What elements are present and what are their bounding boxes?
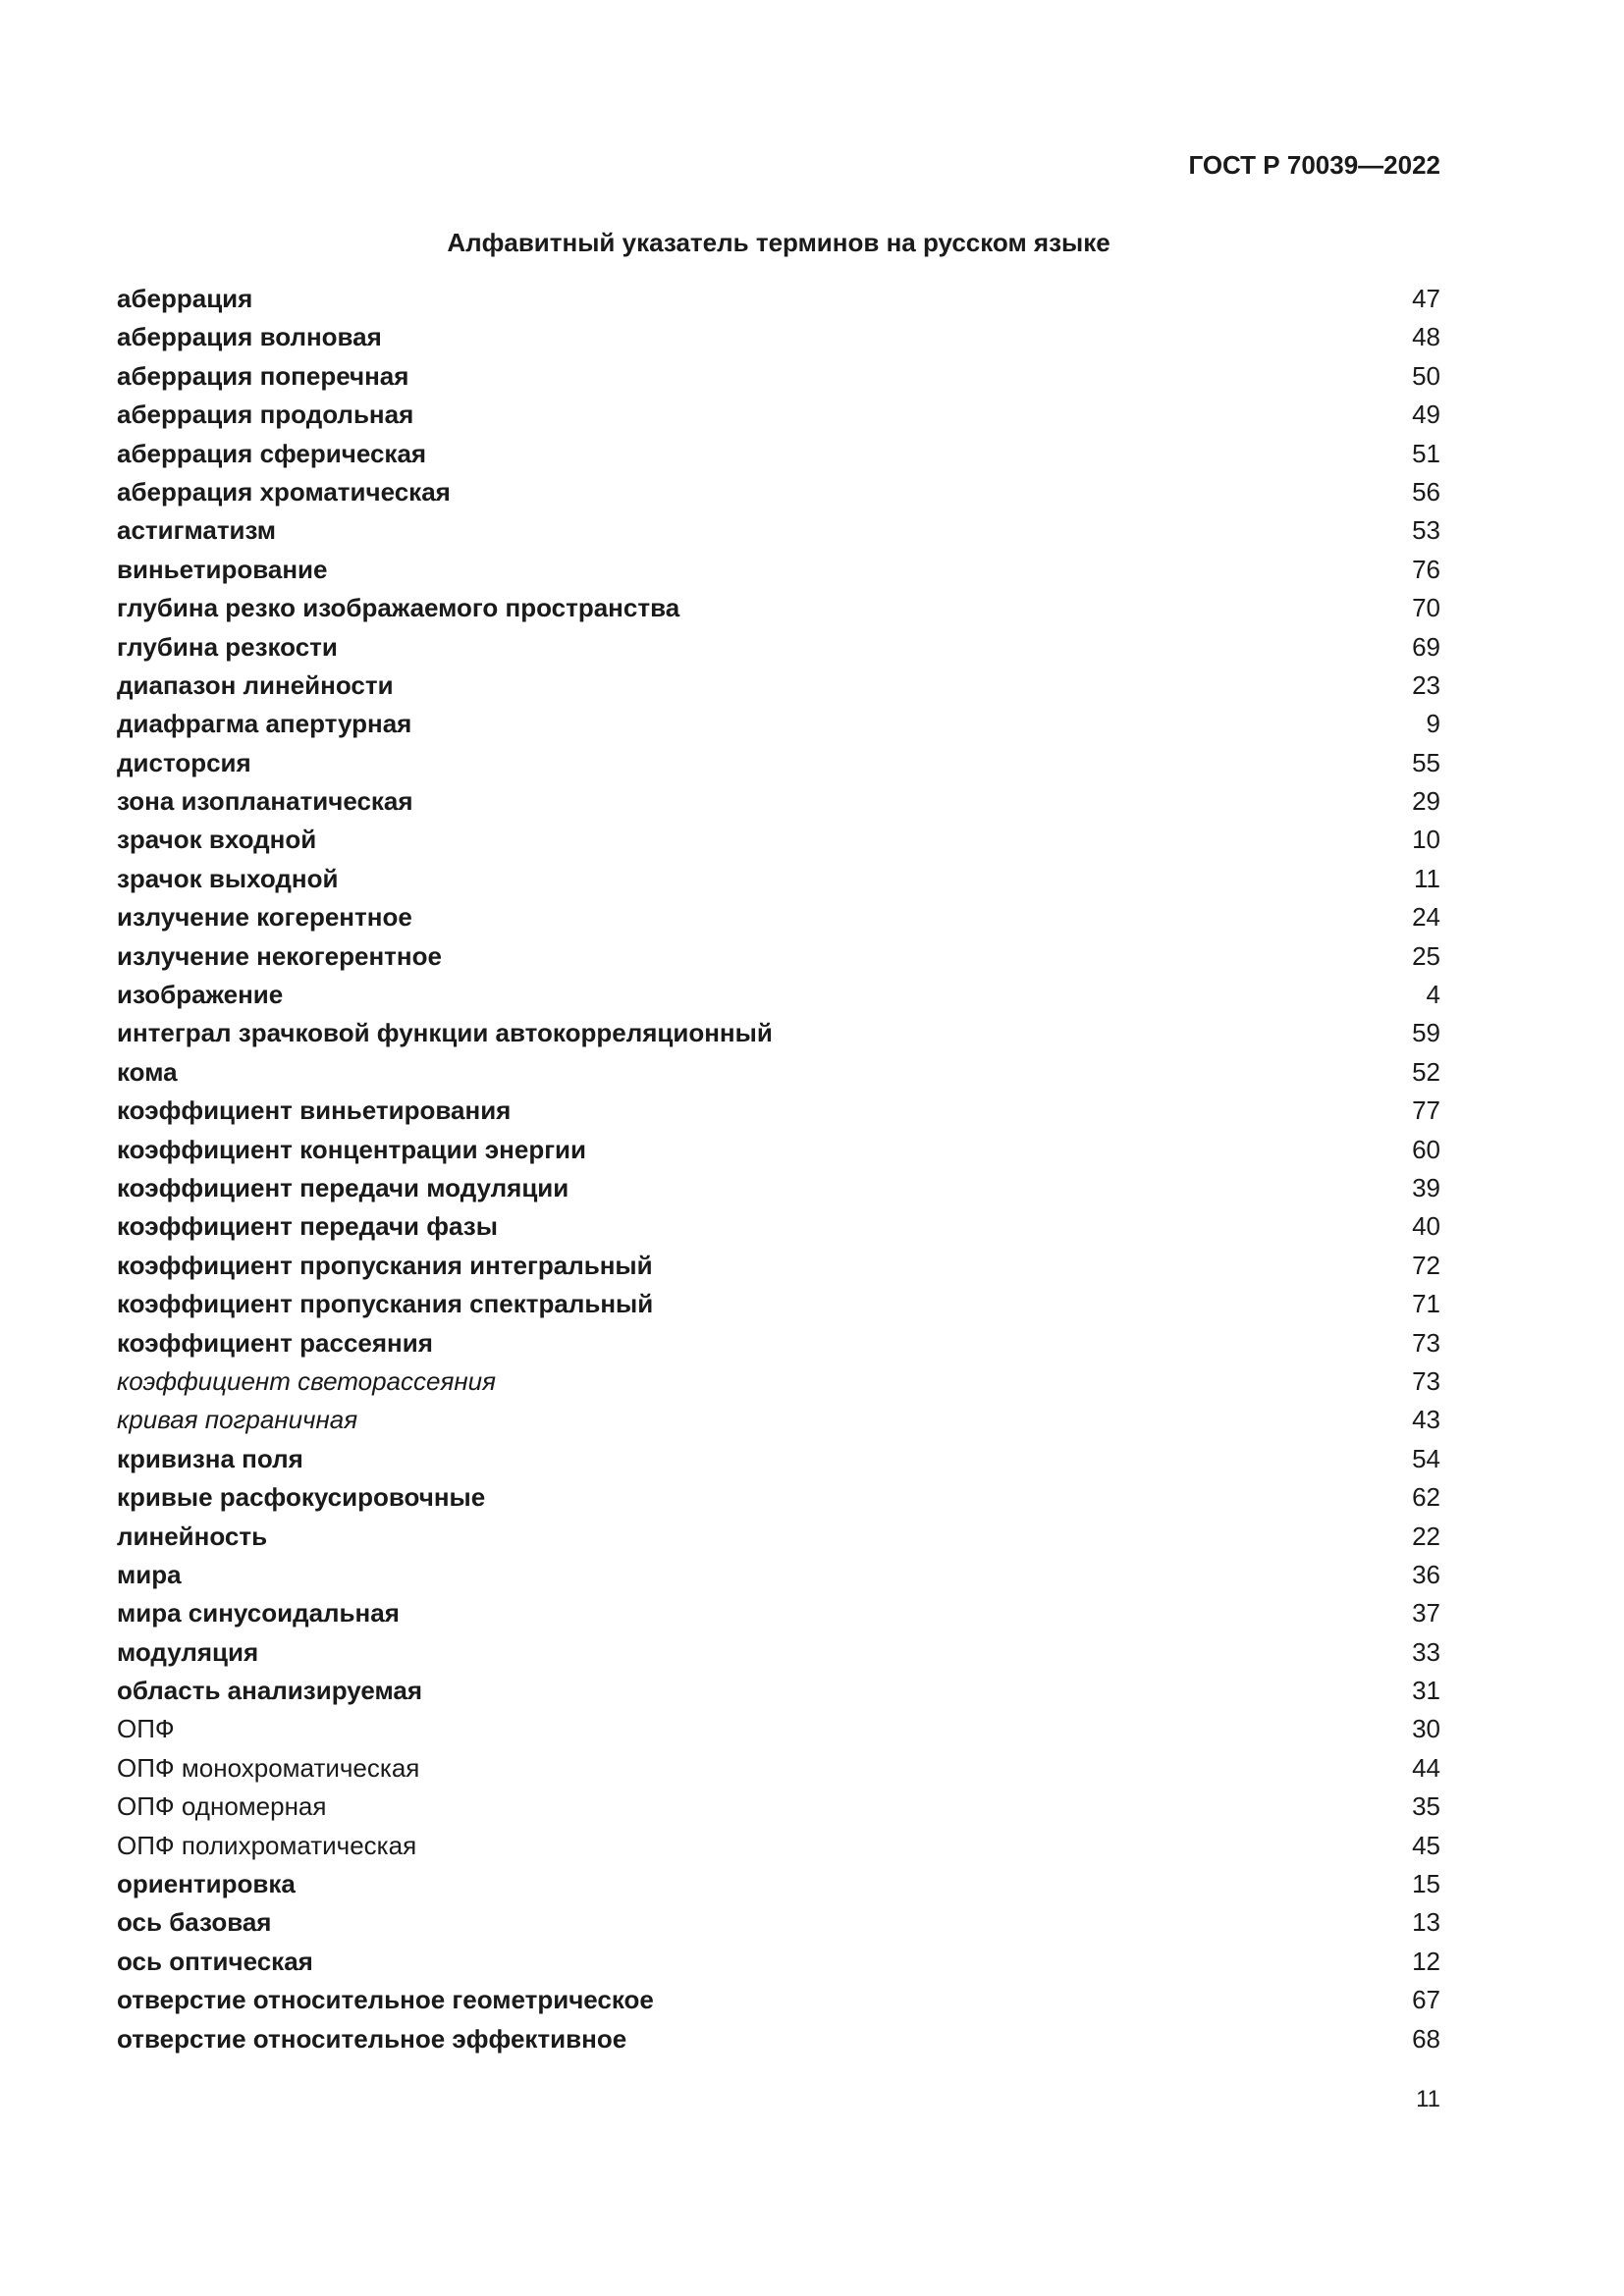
index-page-ref: 55 [1412,747,1440,777]
index-entry [117,1594,1440,1632]
index-page-ref: 47 [1412,284,1440,313]
index-entry [117,860,1440,898]
index-page-ref: 40 [1412,1211,1440,1242]
index-entry [117,782,1440,821]
index-page-ref: 4 [1426,980,1440,1010]
index-term: аберрация волновая [117,322,382,352]
index-term: кривая пограничная [117,1405,358,1435]
index-page-ref: 33 [1412,1636,1440,1667]
index-entry [117,551,1440,589]
index-page-ref: 70 [1412,593,1440,623]
index-page-ref: 52 [1412,1056,1440,1087]
index-entry [117,280,1440,318]
index-page-ref: 73 [1412,1327,1440,1358]
index-entry [117,1053,1440,1092]
index-page-ref: 11 [1414,863,1440,893]
index-page-ref: 50 [1412,360,1440,391]
index-page-ref: 36 [1412,1559,1440,1589]
index-page-ref: 68 [1412,2023,1440,2054]
index-page-ref: 60 [1412,1134,1440,1164]
index-entry [117,1478,1440,1517]
index-term: ось базовая [117,1907,272,1938]
document-code: ГОСТ Р 70039—2022 [1188,150,1440,180]
index-entry [117,357,1440,396]
index-term: аберрация продольная [117,400,414,430]
index-entry [117,1903,1440,1942]
index-term: модуляция [117,1636,259,1667]
index-entry [117,318,1440,356]
index-page-ref: 35 [1412,1791,1440,1822]
index-term: коэффициент передачи фазы [117,1211,498,1242]
index-term: аберрация поперечная [117,360,409,391]
index-page-ref: 56 [1412,476,1440,507]
index-term: кривизна поля [117,1443,303,1473]
index-term: дисторсия [117,747,251,777]
index-entry [117,473,1440,511]
index-entry [117,705,1440,743]
index-page-ref: 59 [1412,1018,1440,1048]
index-entry [117,1633,1440,1672]
index-page-ref: 48 [1412,322,1440,352]
index-entry [117,821,1440,859]
index-page-ref: 77 [1412,1095,1440,1126]
index-page-ref: 25 [1412,940,1440,971]
index-term: область анализируемая [117,1676,422,1706]
index-entry [117,1247,1440,1285]
index-entry [117,1749,1440,1788]
index-title: Алфавитный указатель терминов на русском языке [447,228,1110,257]
index-entry [117,1401,1440,1439]
index-entry [117,1169,1440,1207]
index-term: кривые расфокусировочные [117,1482,486,1513]
index-entry [117,2020,1440,2058]
index-entry [117,937,1440,976]
index-entry [117,976,1440,1014]
index-term: излучение некогерентное [117,940,442,971]
index-term: мира синусоидальная [117,1598,400,1629]
index-term: глубина резко изображаемого пространства [117,593,680,623]
index-page-ref: 54 [1412,1443,1440,1473]
index-page-ref: 24 [1412,902,1440,933]
index-term: диапазон линейности [117,669,394,700]
index-page-ref: 23 [1412,669,1440,700]
index-entry [117,1131,1440,1169]
index-term: интеграл зрачковой функции автокорреляционный [117,1018,773,1048]
index-term: коэффициент виньетирования [117,1095,512,1126]
index-page-ref: 30 [1412,1714,1440,1744]
index-term: аберрация сферическая [117,438,427,468]
index-entry [117,1285,1440,1323]
index-term: излучение когерентное [117,902,412,933]
index-entry [117,1092,1440,1130]
index-entry [117,1865,1440,1903]
index-term: мира [117,1559,182,1589]
index-page-ref: 62 [1412,1482,1440,1513]
index-term: аберрация хроматическая [117,476,451,507]
index-page-ref: 73 [1412,1365,1440,1396]
index-term: коэффициент передачи модуляции [117,1172,569,1202]
index-term: коэффициент рассеяния [117,1327,433,1358]
index-page-ref: 71 [1412,1289,1440,1319]
index-term: ОПФ полихроматическая [117,1830,417,1860]
index-entry [117,1981,1440,2019]
index-entry [117,1710,1440,1748]
index-entry [117,1556,1440,1594]
index-page-ref: 15 [1412,1869,1440,1899]
index-page-ref: 53 [1412,515,1440,546]
index-term: ОПФ одномерная [117,1791,327,1822]
index-term: зрачок выходной [117,863,339,893]
index-entry [117,435,1440,473]
index-entry [117,589,1440,627]
index-entry [117,1207,1440,1246]
index-term: отверстие относительное эффективное [117,2023,627,2054]
index-entry [117,1827,1440,1865]
index-term: ориентировка [117,1869,296,1899]
index-term: глубина резкости [117,631,338,662]
index-entry [117,1014,1440,1052]
term-index-list [117,280,1440,2058]
index-page-ref: 45 [1412,1830,1440,1860]
index-term: зрачок входной [117,825,317,855]
index-term: зона изопланатическая [117,786,413,817]
index-page-ref: 29 [1412,786,1440,817]
index-term: астигматизм [117,515,277,546]
index-page-ref: 12 [1412,1946,1440,1976]
index-entry [117,1324,1440,1362]
index-term: диафрагма апертурная [117,709,412,739]
index-page-ref: 10 [1412,825,1440,855]
index-entry [117,1440,1440,1478]
index-entry [117,1788,1440,1826]
index-page-ref: 51 [1412,438,1440,468]
page-number: 11 [1416,2086,1440,2112]
index-entry [117,1672,1440,1710]
index-page-ref: 13 [1412,1907,1440,1938]
index-term: аберрация [117,284,253,313]
index-page-ref: 37 [1412,1598,1440,1629]
index-page-ref: 9 [1426,709,1440,739]
index-term: кома [117,1056,178,1087]
index-entry [117,511,1440,550]
index-term: коэффициент светорассеяния [117,1365,497,1396]
index-page-ref: 49 [1412,400,1440,430]
index-entry [117,1362,1440,1401]
index-page-ref: 69 [1412,631,1440,662]
index-entry [117,667,1440,705]
index-term: ОПФ монохроматическая [117,1752,420,1783]
index-entry [117,628,1440,667]
index-term: коэффициент концентрации энергии [117,1134,586,1164]
index-entry [117,1943,1440,1981]
index-term: коэффициент пропускания интегральный [117,1250,653,1280]
index-page-ref: 72 [1412,1250,1440,1280]
index-term: ОПФ [117,1714,175,1744]
index-page-ref: 67 [1412,1985,1440,2015]
index-entry [117,744,1440,782]
index-term: отверстие относительное геометрическое [117,1985,654,2015]
index-page-ref: 31 [1412,1676,1440,1706]
index-term: ось оптическая [117,1946,313,1976]
index-entry [117,898,1440,936]
index-page-ref: 43 [1412,1405,1440,1435]
index-term: изображение [117,980,284,1010]
index-term: линейность [117,1521,268,1551]
index-term: коэффициент пропускания спектральный [117,1289,654,1319]
index-page-ref: 39 [1412,1172,1440,1202]
index-page-ref: 44 [1412,1752,1440,1783]
index-page-ref: 76 [1412,554,1440,584]
index-term: виньетирование [117,554,328,584]
index-entry [117,1518,1440,1556]
index-entry [117,396,1440,434]
index-page-ref: 22 [1412,1521,1440,1551]
